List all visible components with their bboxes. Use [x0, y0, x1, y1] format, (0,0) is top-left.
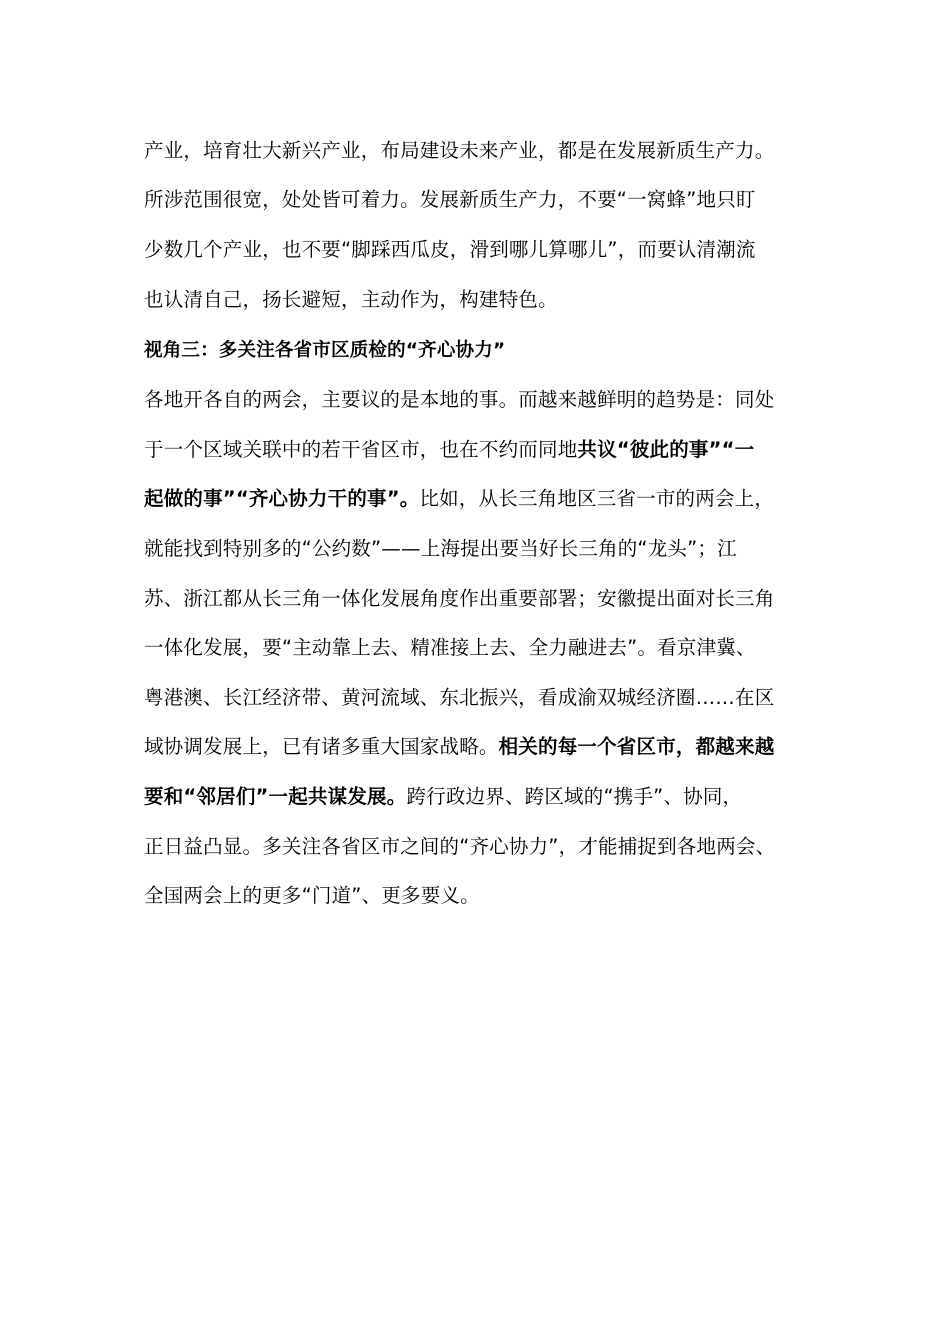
paragraph-2-line-3-emphasis: 起做的事”“齐心协力干的事”。	[144, 487, 420, 510]
paragraph-2-line-8-text: 域协调发展上，已有诸多重大国家战略。	[144, 735, 499, 758]
paragraph-2-line-6: 一体化发展，要“主动靠上去、精准接上去、全力融进去”。看京津冀、	[144, 636, 756, 659]
paragraph-2-line-8-emphasis: 相关的每一个省区市，都越来越	[498, 735, 775, 758]
paragraph-2-line-8	[144, 732, 824, 762]
paragraph-2-line-3	[144, 484, 824, 514]
paragraph-2-line-7: 粤港澳、长江经济带、黄河流域、东北振兴，看成渝双城经济圈……在区	[144, 686, 775, 709]
paragraph-2-line-2-text: 于一个区域关联中的若干省区市，也在不约而同地	[144, 438, 578, 461]
paragraph-1-line-4: 也认清自己，扬长避短，主动作为，构建特色。	[144, 288, 558, 311]
paragraph-2-line-9-text: 跨行政边界、跨区域的“携手”、协同，	[406, 785, 743, 808]
paragraph-2-line-4: 就能找到特别多的“公约数”——上海提出要当好长三角的“龙头”；江	[144, 537, 737, 560]
paragraph-2-line-11: 全国两会上的更多“门道”、更多要义。	[144, 884, 480, 907]
paragraph-1-line-2: 所涉范围很宽，处处皆可着力。发展新质生产力，不要“一窝蜂”地只盯	[144, 188, 756, 211]
paragraph-1-line-3: 少数几个产业，也不要“脚踩西瓜皮，滑到哪儿算哪儿”，而要认清潮流	[144, 238, 756, 261]
paragraph-2-line-9-emphasis: 要和“邻居们”一起共谋发展。	[144, 785, 407, 808]
paragraph-2-line-3-text: 比如，从长三角地区三省一市的两会上，	[419, 487, 775, 510]
paragraph-2-line-2	[144, 435, 824, 465]
section-heading-perspective-3: 视角三：多关注各省市区质检的“齐心协力”	[144, 340, 506, 361]
paragraph-2-line-10: 正日益凸显。多关注各省区市之间的“齐心协力”，才能捕捉到各地两会、	[144, 835, 776, 858]
paragraph-1-line-1: 产业，培育壮大新兴产业，布局建设未来产业，都是在发展新质生产力。	[144, 139, 775, 162]
paragraph-2-line-9	[144, 782, 824, 812]
paragraph-2-line-5: 苏、浙江都从长三角一体化发展角度作出重要部署；安徽提出面对长三角	[144, 587, 775, 610]
paragraph-2-line-2-emphasis: 共议“彼此的事”“一	[577, 438, 755, 461]
paragraph-2-line-1: 各地开各自的两会，主要议的是本地的事。而越来越鲜明的趋势是：同处	[144, 388, 775, 411]
